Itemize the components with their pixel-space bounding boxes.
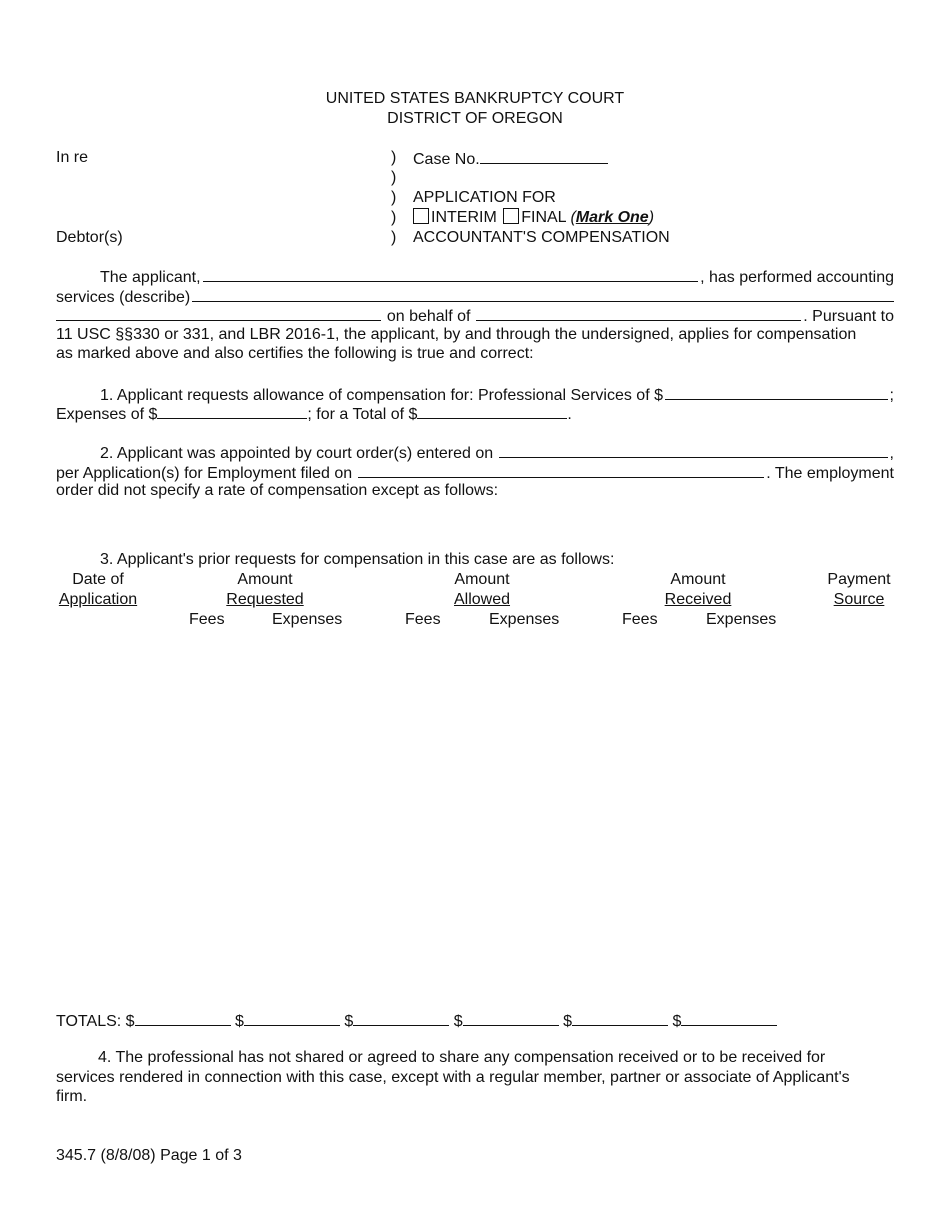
services-description-field[interactable] xyxy=(192,286,894,302)
caption-paren: ) xyxy=(391,149,397,166)
item2-line1 xyxy=(56,442,894,464)
col-received-top: Amount xyxy=(670,571,726,588)
applicant-name-field[interactable] xyxy=(203,266,699,282)
col-received-expenses: Expenses xyxy=(706,611,777,628)
in-re-label: In re xyxy=(56,149,89,166)
item1-prefix: 1. Applicant requests allowance of compensation for: Professional Services of $ xyxy=(100,387,663,404)
employment-filed-date-field[interactable] xyxy=(358,462,764,478)
item1-semicolon: ; xyxy=(889,387,894,404)
caption-paren: ) xyxy=(391,209,397,226)
col-received-bottom: Received xyxy=(664,591,732,608)
case-no-label: Case No. xyxy=(413,151,480,168)
interim-final-row xyxy=(413,208,654,228)
item2-line3: order did not specify a rate of compensation except as follows: xyxy=(56,482,499,499)
final-checkbox[interactable] xyxy=(503,208,519,224)
mark-one-label: Mark One xyxy=(575,209,649,226)
on-behalf-label: on behalf of xyxy=(386,308,471,325)
col-requested-fees: Fees xyxy=(189,611,225,628)
totals-label: TOTALS: $ xyxy=(56,1013,135,1030)
col-allowed-expenses: Expenses xyxy=(489,611,560,628)
totals-row xyxy=(56,1010,777,1032)
caption-paren: ) xyxy=(391,169,397,186)
court-order-date-field[interactable] xyxy=(499,442,887,458)
col-payment-top: Payment xyxy=(827,571,891,588)
on-behalf-field[interactable] xyxy=(476,305,801,321)
item1-period: . xyxy=(567,406,572,423)
col-allowed-fees: Fees xyxy=(405,611,441,628)
mark-one-close: ) xyxy=(648,209,655,226)
col-received-fees: Fees xyxy=(622,611,658,628)
interim-checkbox[interactable] xyxy=(413,208,429,224)
total-requested-expenses-field[interactable] xyxy=(244,1010,340,1026)
item4-line3: firm. xyxy=(56,1088,88,1105)
dollar-sign: $ xyxy=(672,1013,682,1030)
final-label: FINAL xyxy=(521,209,566,226)
col-date-bottom: Application xyxy=(58,591,138,608)
dollar-sign: $ xyxy=(453,1013,463,1030)
item3-intro: 3. Applicant's prior requests for compensation in this case are as follows: xyxy=(100,551,615,568)
case-no-row xyxy=(413,148,608,170)
item1-line2 xyxy=(56,403,572,425)
services-description-field-2[interactable] xyxy=(56,305,381,321)
statute-line: 11 USC §§330 or 331, and LBR 2016-1, the applicant, by and through the undersigned, applies for compensation xyxy=(56,326,857,343)
services-prefix: services (describe) xyxy=(56,289,191,306)
item2-comma: , xyxy=(889,445,894,462)
form-footer: 345.7 (8/8/08) Page 1 of 3 xyxy=(56,1147,242,1164)
expenses-field[interactable] xyxy=(157,403,307,419)
case-no-field[interactable] xyxy=(480,148,608,164)
certify-line: as marked above and also certifies the following is true and correct: xyxy=(56,345,534,362)
total-received-fees-field[interactable] xyxy=(572,1010,668,1026)
dollar-sign: $ xyxy=(563,1013,572,1030)
application-for-label: APPLICATION FOR xyxy=(413,189,556,206)
pursuant-label: . Pursuant to xyxy=(803,308,894,325)
col-allowed-top: Amount xyxy=(454,571,510,588)
filed-suffix: . The employment xyxy=(766,465,894,482)
col-requested-expenses: Expenses xyxy=(272,611,343,628)
item2-prefix: 2. Applicant was appointed by court order(s) entered on xyxy=(100,445,494,462)
applicant-line xyxy=(56,266,894,288)
applicant-prefix: The applicant, xyxy=(100,269,201,286)
col-allowed-bottom: Allowed xyxy=(453,591,511,608)
item4-line1: 4. The professional has not shared or agreed to share any compensation received or to be received for xyxy=(98,1049,826,1066)
applicant-suffix: , has performed accounting xyxy=(700,269,894,286)
total-received-expenses-field[interactable] xyxy=(681,1010,777,1026)
accountants-compensation-label: ACCOUNTANT'S COMPENSATION xyxy=(413,229,670,246)
col-requested-top: Amount xyxy=(237,571,293,588)
court-title: UNITED STATES BANKRUPTCY COURT xyxy=(325,90,625,107)
col-date-top: Date of xyxy=(72,571,124,588)
debtor-label: Debtor(s) xyxy=(56,229,123,246)
interim-label: INTERIM xyxy=(431,209,497,226)
total-allowed-fees-field[interactable] xyxy=(353,1010,449,1026)
caption-paren: ) xyxy=(391,229,397,246)
dollar-sign: $ xyxy=(344,1013,354,1030)
col-requested-bottom: Requested xyxy=(226,591,304,608)
district-title: DISTRICT OF OREGON xyxy=(387,110,563,127)
total-field[interactable] xyxy=(417,403,567,419)
item4-line2: services rendered in connection with this case, except with a regular member, partner or associate of Applicant's xyxy=(56,1069,850,1086)
dollar-sign: $ xyxy=(235,1013,244,1030)
professional-services-field[interactable] xyxy=(665,384,888,400)
on-behalf-line xyxy=(56,305,894,327)
filed-prefix: per Application(s) for Employment filed on xyxy=(56,465,353,482)
expenses-prefix: Expenses of $ xyxy=(56,406,158,423)
caption-paren: ) xyxy=(391,189,397,206)
total-requested-fees-field[interactable] xyxy=(135,1010,231,1026)
total-prefix: ; for a Total of $ xyxy=(307,406,418,423)
mark-one-open: ( xyxy=(570,209,576,226)
total-allowed-expenses-field[interactable] xyxy=(463,1010,559,1026)
col-payment-bottom: Source xyxy=(833,591,885,608)
